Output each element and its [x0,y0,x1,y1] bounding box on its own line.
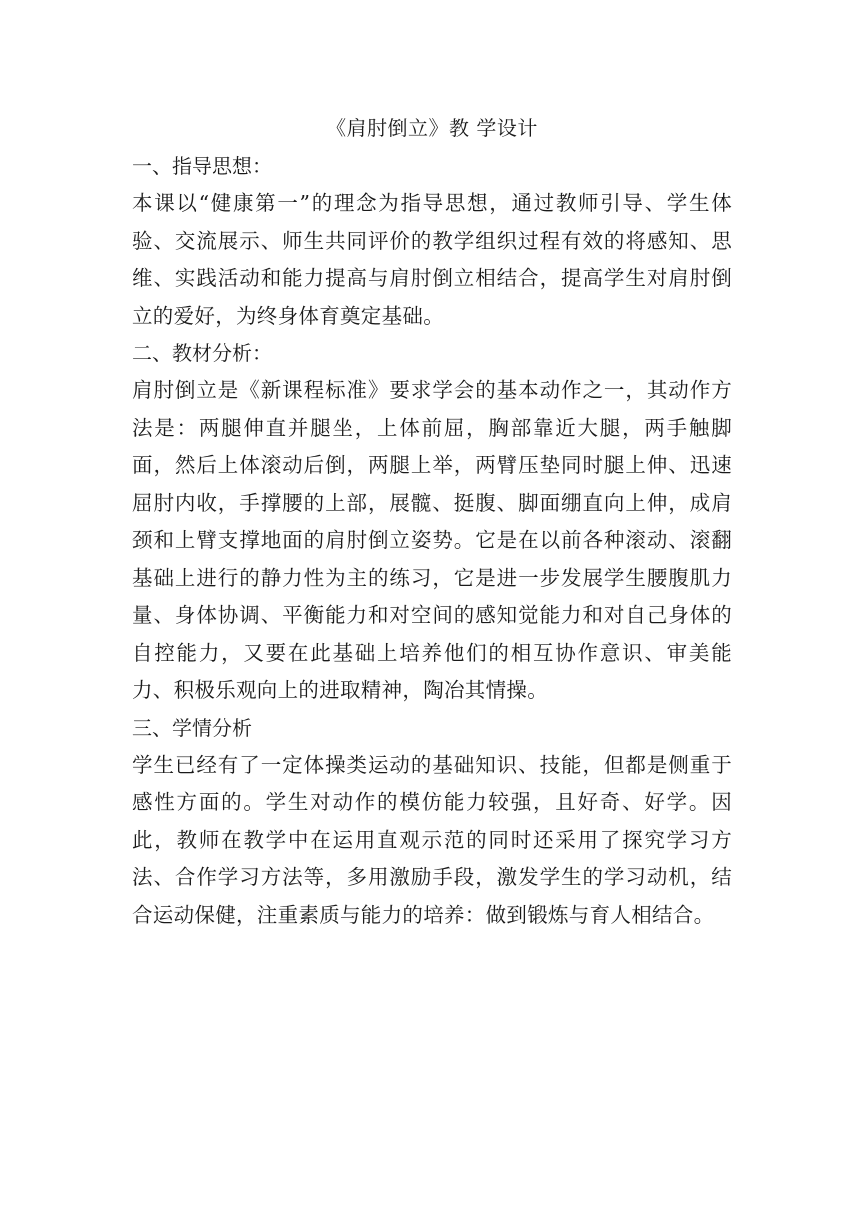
section-heading: 三、学情分析 [132,715,252,740]
document-content [132,110,732,934]
section-body: 本课以“健康第一”的理念为指导思想，通过教师引导、学生体验、交流展示、师生共同评价的教学组织过程有效的将感知、思维、实践活动和能力提高与肩肘倒立相结合，提高学生对肩肘倒立的爱好，为终身体育奠定基础。 [132,191,732,328]
section-guiding-ideology [132,148,732,335]
section-student-analysis [132,710,732,935]
section-heading: 二、教材分析： [132,341,272,365]
section-body: 学生已经有了一定体操类运动的基础知识、技能，但都是侧重于感性方面的。学生对动作的模仿能力较强，且好奇、好学。因此，教师在教学中在运用直观示范的同时还采用了探究学习方法、合作学习方法等，多用激励手段，激发学生的学习动机，结合运动保健，注重素质与能力的培养：做到锻炼与育人相结合。 [132,752,732,927]
section-heading: 一、指导思想： [132,154,272,178]
section-material-analysis [132,335,732,710]
document-title: 《肩肘倒立》教 学设计 [326,116,538,140]
section-body: 肩肘倒立是《新课程标准》要求学会的基本动作之一，其动作方法是：两腿伸直并腿坐，上体前屈，胸部靠近大腿，两手触脚面，然后上体滚动后倒，两腿上举，两臂压垫同时腿上伸、迅速屈肘内收，手撑腰的上部，展髋、挺腹、脚面绷直向上伸，成肩颈和上臂支撑地面的肩肘倒立姿势。它是在以前各种滚动、滚翻基础上进行的静力性为主的练习，它是进一步发展学生腰腹肌力量、身体协调、平衡能力和对空间的感知觉能力和对自己身体的自控能力，又要在此基础上培养他们的相互协作意识、审美能力、积极乐观向上的进取精神，陶冶其情操。 [132,378,732,702]
